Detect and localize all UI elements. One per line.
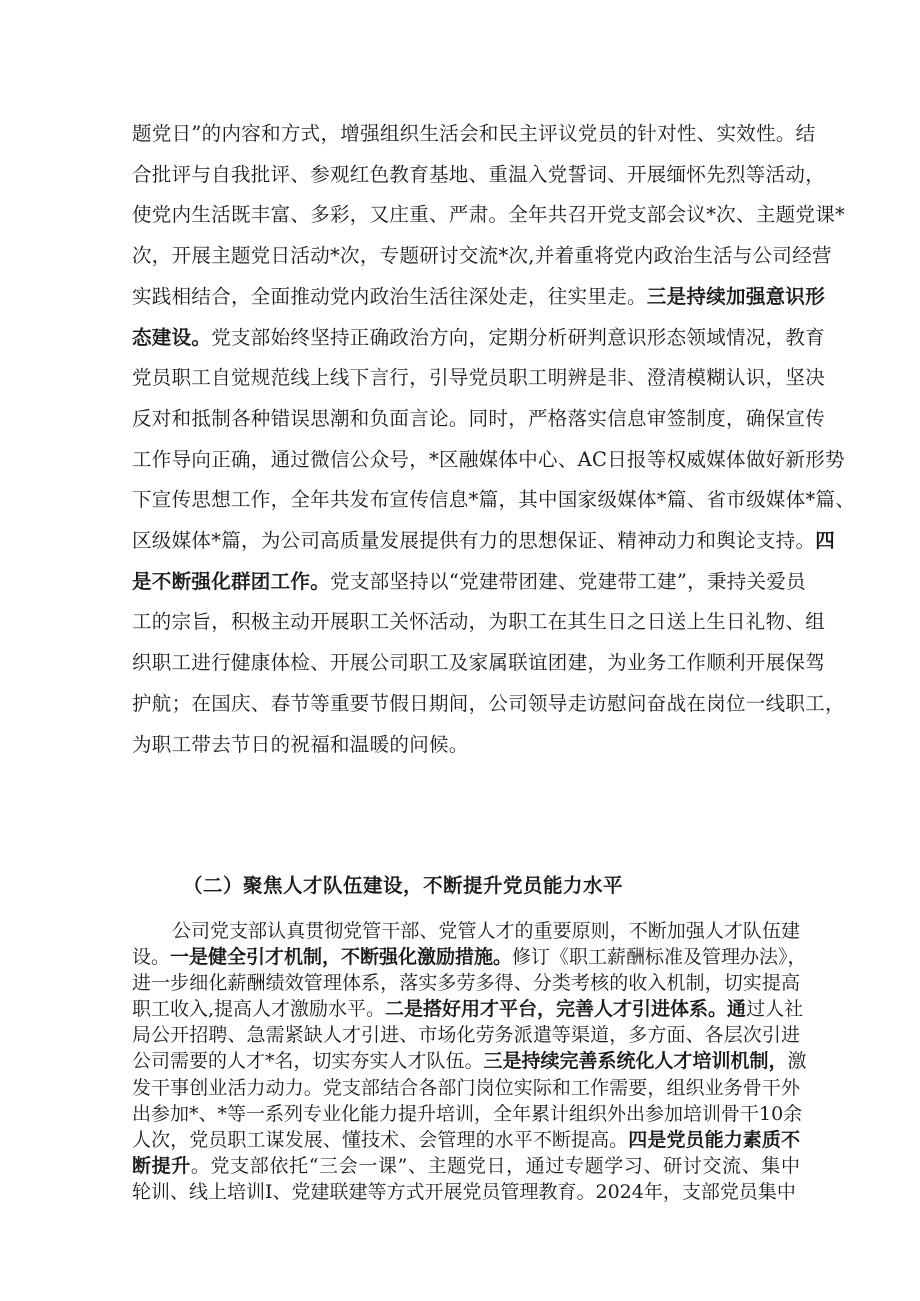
text-run: 修订《职工薪酬标准及管理办法》， (512, 946, 807, 969)
text-line (132, 1179, 800, 1205)
bold-phrase: 三是持续完善系统化人才培训机制， (483, 1050, 788, 1073)
text-run: 职工收入,提高人才激励水平。 (132, 998, 386, 1021)
bold-phrase: 四 (815, 529, 836, 553)
text-run: 人次，党员职工谋发展、懂技术、会管理的水平不断提高。 (132, 1128, 629, 1151)
text-run: 党支部始终坚持正确政治方向，定期分析研判意识形态领域情况，教育 (211, 325, 826, 349)
text-run: 使党内生活既丰富、多彩，又庄重、严肃。全年共召开党支部会议*次、主题党课* (132, 203, 846, 227)
text-run: 反对和抵制各种错误思潮和负面言论。同时，严格落实信息审签制度，确保宣传 (132, 406, 826, 430)
text-run: 发干事创业活力动力。党支部结合各部门岗位实际和工作需要，组织业务骨干外 (132, 1076, 800, 1099)
text-line (132, 1022, 800, 1048)
paragraph-party-life (132, 114, 856, 765)
bold-phrase: 四是党员能力素质不 (628, 1128, 800, 1151)
text-line (132, 944, 807, 970)
text-line (132, 358, 826, 399)
section-heading: （二）聚焦人才队伍建设，不断提升党员能力水平 (183, 874, 624, 897)
text-line (132, 1075, 800, 1101)
text-line (132, 440, 845, 481)
text-line (132, 318, 826, 359)
text-line (132, 155, 826, 196)
text-run: 护航；在国庆、春节等重要节假日期间，公司领导走访慰问奋战在岗位一线职工， (132, 691, 845, 715)
text-line (132, 399, 826, 440)
text-run: 工的宗旨，积极主动开展职工关怀活动，为职工在其生日之日送上生日礼物、组 (132, 610, 826, 634)
text-line (132, 970, 800, 996)
text-line (132, 918, 800, 944)
text-line (132, 602, 826, 643)
text-run: 公司需要的人才*名，切实夯实人才队伍。 (132, 1050, 484, 1073)
text-run: 出参加*、*等一系列专业化能力提升培训，全年累计组织外出参加培训骨干10余 (132, 1102, 803, 1125)
text-line (132, 480, 856, 521)
text-run: 题党日”的内容和方式，增强组织生活会和民主评议党员的针对性、实效性。结 (132, 122, 816, 145)
text-line (132, 114, 816, 155)
text-run: 局公开招聘、急需紧缺人才引进、市场化劳务派遣等渠道，多方面、各层次引进 (132, 1024, 800, 1047)
text-line (132, 1127, 800, 1153)
bold-phrase: 二是搭好用才平台，完善人才引进体系。通 (385, 998, 747, 1021)
text-line (132, 684, 845, 725)
text-run: 过人社 (746, 998, 804, 1021)
text-run: 实践相结合，全面推动党内政治生活往深处走，往实里走。 (132, 284, 647, 308)
bold-phrase: 断提升 (132, 1154, 191, 1177)
text-run: 公司党支部认真贯彻党管干部、党管人才的重要原则，不断加强人才队伍建 (172, 920, 800, 942)
bold-phrase: 一是健全引才机制，不断强化激励措施。 (170, 946, 513, 969)
text-line (132, 195, 846, 236)
bold-phrase: 三是持续加强意识形 (646, 284, 826, 308)
text-run: 合批评与自我批评、参观红色教育基地、重温入党誓词、开展缅怀先烈等活动， (132, 162, 826, 186)
text-run: 进一步细化薪酬绩效管理体系，落实多劳多得、分类考核的收入机制，切实提高 (132, 972, 800, 995)
text-run: 激 (787, 1050, 807, 1073)
text-line (132, 236, 832, 277)
text-run: 为职工带去节日的祝福和温暖的问候。 (132, 732, 469, 756)
paragraph-talent-team (132, 918, 807, 1205)
text-line (132, 277, 826, 318)
text-run: 党员职工自觉规范线上线下言行，引导党员职工明辨是非、澄清模糊认识，坚决 (132, 366, 826, 390)
text-run: 。党支部依托“三会一课”、主题党日，通过专题学习、研讨交流、集中 (190, 1154, 800, 1177)
text-run: 下宣传思想工作，全年共发布宣传信息*篇，其中国家级媒体*篇、省市级媒体*篇、 (132, 488, 856, 512)
text-line (132, 562, 806, 603)
text-run: 次，开展主题党日活动*次，专题研讨交流*次,并着重将党内政治生活与公司经营 (132, 244, 832, 268)
bold-phrase: 是不断强化群团工作。 (132, 569, 331, 593)
text-run: 区级媒体*篇，为公司高质量发展提供有力的思想保证、精神动力和舆论支持。 (132, 529, 816, 553)
text-line (132, 643, 826, 684)
text-line (132, 1153, 800, 1179)
text-run: 党支部坚持以“党建带团建、党建带工建”，秉持关爱员 (330, 569, 806, 593)
text-line (132, 725, 800, 766)
text-run: 工作导向正确，通过微信公众号，*区融媒体中心、AC日报等权威媒体做好新形势 (132, 447, 845, 471)
text-line (132, 996, 804, 1022)
text-run: 设。 (132, 946, 171, 969)
text-line (132, 1101, 803, 1127)
text-run: 轮训、线上培训I、党建联建等方式开展党员管理教育。2024年，支部党员集中 (132, 1180, 796, 1203)
text-run: 织职工进行健康体检、开展公司职工及家属联谊团建，为业务工作顺利开展保驾 (132, 651, 826, 675)
bold-phrase: 态建设。 (132, 325, 212, 349)
text-line (132, 521, 836, 562)
text-line (132, 1048, 807, 1074)
